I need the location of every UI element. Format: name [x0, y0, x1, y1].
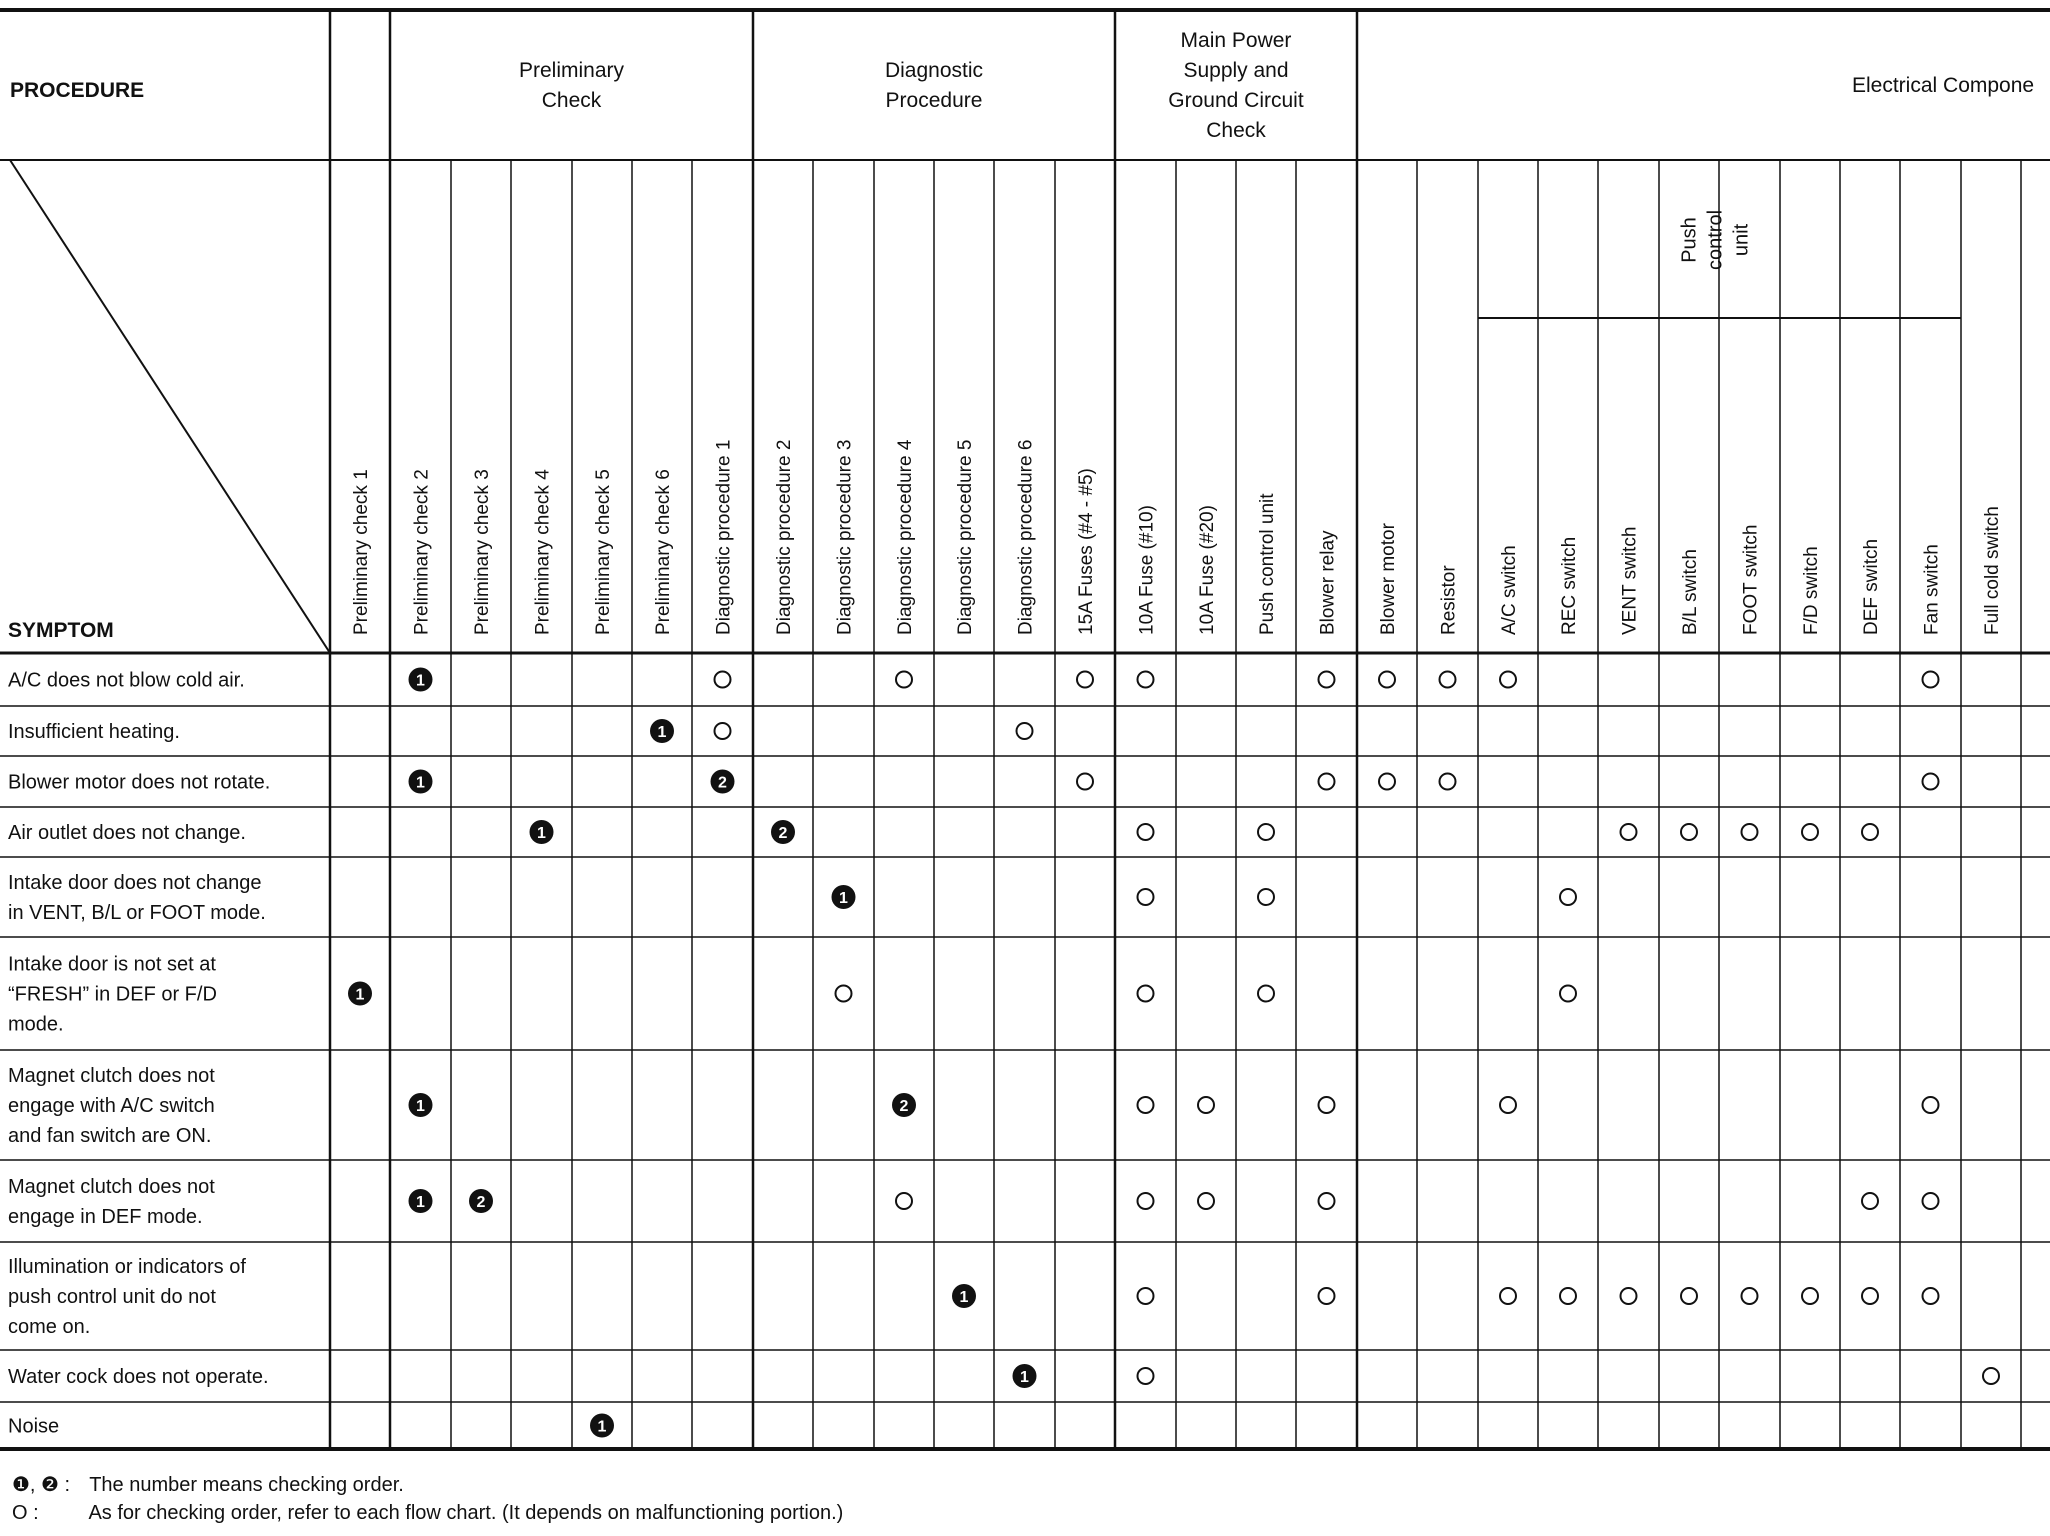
- symptom-text: engage with A/C switch: [8, 1095, 215, 1117]
- push-control-unit-label: control: [1704, 209, 1727, 271]
- column-label: Diagnostic procedure 3: [834, 439, 856, 635]
- check-circle: [1500, 1288, 1516, 1304]
- check-circle: [1862, 1288, 1878, 1304]
- column-label: B/L switch: [1680, 549, 1701, 635]
- symptom-text: engage in DEF mode.: [8, 1206, 203, 1228]
- column-label: 15A Fuses (#4 - #5): [1076, 468, 1097, 635]
- column-label: Preliminary check 1: [351, 469, 372, 635]
- column-label: DEF switch: [1861, 538, 1882, 635]
- check-circle: [1319, 1193, 1335, 1209]
- check-circle: [1621, 824, 1637, 840]
- legend-open-text: As for checking order, refer to each flow chart. (It depends on malfunctioning portion.): [88, 1502, 844, 1524]
- check-circle: [1077, 672, 1093, 688]
- column-label: VENT switch: [1619, 526, 1641, 635]
- check-circle: [836, 986, 852, 1002]
- symptom-text: in VENT, B/L or FOOT mode.: [8, 902, 266, 924]
- check-circle: [1138, 1097, 1154, 1113]
- column-label: Preliminary check 5: [593, 469, 614, 635]
- check-circle: [1923, 672, 1939, 688]
- symptom-text: come on.: [8, 1316, 91, 1338]
- check-circle: [1379, 774, 1395, 790]
- check-circle: [1198, 1097, 1214, 1113]
- symptom-text: Magnet clutch does not: [8, 1176, 215, 1198]
- column-label: Preliminary check 6: [653, 469, 674, 635]
- group-label: Ground Circuit: [1168, 89, 1304, 112]
- check-circle: [1198, 1193, 1214, 1209]
- order-mark-number: 1: [416, 774, 425, 792]
- column-label: Diagnostic procedure 6: [1015, 439, 1037, 635]
- check-circle: [896, 672, 912, 688]
- column-label: Push control unit: [1257, 493, 1278, 635]
- check-circle: [1560, 889, 1576, 905]
- group-label: Diagnostic: [884, 59, 984, 82]
- legend-open: [12, 1502, 843, 1525]
- check-circle: [1138, 672, 1154, 688]
- column-label: 10A Fuse (#20): [1197, 505, 1218, 635]
- column-label: 10A Fuse (#10): [1136, 505, 1158, 635]
- legend-filled-symbol: ❶, ❷ :: [12, 1474, 71, 1496]
- check-circle: [1923, 1193, 1939, 1209]
- order-mark-number: 1: [959, 1289, 969, 1306]
- check-circle: [1983, 1368, 1999, 1384]
- symptom-text: Insufficient heating.: [8, 721, 180, 743]
- column-label: F/D switch: [1801, 546, 1822, 635]
- column-label: A/C switch: [1499, 545, 1520, 635]
- column-label: REC switch: [1559, 536, 1580, 635]
- column-label: Preliminary check 2: [411, 469, 433, 635]
- column-label: Fan switch: [1921, 544, 1943, 635]
- check-circle: [1258, 889, 1274, 905]
- push-control-unit-label: Push: [1678, 217, 1701, 263]
- check-circle: [1138, 1368, 1154, 1384]
- order-mark-number: 2: [476, 1194, 486, 1211]
- check-circle: [1379, 672, 1395, 688]
- check-circle: [1258, 824, 1274, 840]
- check-circle: [1138, 824, 1154, 840]
- symptom-text: Illumination or indicators of: [8, 1256, 246, 1278]
- column-label: FOOT switch: [1740, 524, 1762, 635]
- order-mark-number: 1: [416, 1098, 425, 1115]
- order-mark-number: 2: [778, 825, 788, 842]
- symptom-text: mode.: [8, 1013, 64, 1036]
- column-label: Blower motor: [1378, 523, 1399, 635]
- check-circle: [1319, 774, 1335, 790]
- check-circle: [1258, 986, 1274, 1002]
- check-circle: [1681, 1288, 1697, 1304]
- legend-filled: [12, 1472, 404, 1497]
- procedure-label: PROCEDURE: [10, 79, 145, 102]
- check-circle: [1319, 672, 1335, 688]
- column-label: Preliminary check 3: [472, 469, 493, 635]
- symptom-text: Intake door does not change: [8, 872, 262, 894]
- corner-diagonal: [10, 160, 330, 653]
- column-label: Preliminary check 4: [532, 469, 554, 635]
- check-circle: [1742, 824, 1758, 840]
- check-circle: [1681, 824, 1697, 840]
- check-circle: [1440, 672, 1456, 688]
- check-circle: [1923, 774, 1939, 790]
- symptom-text: Magnet clutch does not: [8, 1065, 215, 1087]
- order-mark-number: 1: [597, 1418, 607, 1436]
- column-label: Diagnostic procedure 5: [955, 439, 976, 635]
- push-control-unit-label: unit: [1730, 223, 1753, 257]
- symptom-text: and fan switch are ON.: [8, 1125, 212, 1147]
- check-circle: [1138, 1288, 1154, 1304]
- order-mark-number: 2: [899, 1098, 909, 1115]
- group-label: Main Power: [1180, 29, 1292, 52]
- group-label: Procedure: [885, 89, 983, 112]
- symptom-text: Air outlet does not change.: [8, 822, 246, 844]
- group-label: Preliminary: [518, 59, 625, 82]
- order-mark-number: 1: [416, 1194, 425, 1211]
- group-label: Check: [1206, 119, 1266, 142]
- check-circle: [1319, 1288, 1335, 1304]
- order-mark-number: 1: [839, 890, 848, 907]
- column-label: Blower relay: [1317, 530, 1339, 635]
- check-circle: [1560, 986, 1576, 1002]
- order-mark-number: 1: [537, 825, 546, 842]
- check-circle: [715, 672, 731, 688]
- check-circle: [1017, 723, 1033, 739]
- order-mark-number: 1: [1020, 1369, 1029, 1386]
- check-circle: [1500, 1097, 1516, 1113]
- check-circle: [1742, 1288, 1758, 1304]
- legend-filled-text: The number means checking order.: [89, 1474, 404, 1496]
- symptom-text: push control unit do not: [8, 1286, 216, 1308]
- column-label: Full cold switch: [1982, 506, 2003, 635]
- order-mark-number: 1: [416, 672, 425, 690]
- group-label: Electrical Compone: [1852, 74, 2035, 97]
- check-circle: [1862, 1193, 1878, 1209]
- check-circle: [1923, 1288, 1939, 1304]
- column-label: Diagnostic procedure 2: [774, 439, 795, 635]
- order-mark-number: 1: [355, 986, 365, 1004]
- column-label: Resistor: [1438, 565, 1460, 635]
- check-circle: [1138, 889, 1154, 905]
- check-circle: [1802, 824, 1818, 840]
- order-mark-number: 2: [718, 774, 727, 792]
- check-circle: [896, 1193, 912, 1209]
- check-circle: [1500, 672, 1516, 688]
- symptom-text: Blower motor does not rotate.: [8, 771, 271, 794]
- symptom-text: “FRESH” in DEF or F/D: [8, 983, 217, 1006]
- symptom-text: Water cock does not operate.: [8, 1366, 269, 1388]
- order-mark-number: 1: [657, 724, 667, 741]
- check-circle: [1138, 1193, 1154, 1209]
- column-label: Diagnostic procedure 4: [895, 439, 916, 635]
- group-label: Supply and: [1183, 59, 1289, 82]
- group-label: Check: [541, 89, 602, 112]
- check-circle: [1621, 1288, 1637, 1304]
- check-circle: [715, 723, 731, 739]
- symptom-label: SYMPTOM: [8, 619, 114, 642]
- column-label: Diagnostic procedure 1: [713, 439, 735, 635]
- symptom-text: Intake door is not set at: [8, 953, 216, 976]
- check-circle: [1802, 1288, 1818, 1304]
- check-circle: [1862, 824, 1878, 840]
- check-circle: [1319, 1097, 1335, 1113]
- check-circle: [1560, 1288, 1576, 1304]
- legend-open-symbol: O :: [12, 1502, 39, 1524]
- check-circle: [1440, 774, 1456, 790]
- check-circle: [1923, 1097, 1939, 1113]
- check-circle: [1077, 774, 1093, 790]
- symptom-text: A/C does not blow cold air.: [8, 669, 245, 692]
- symptom-text: Noise: [8, 1415, 60, 1438]
- check-circle: [1138, 986, 1154, 1002]
